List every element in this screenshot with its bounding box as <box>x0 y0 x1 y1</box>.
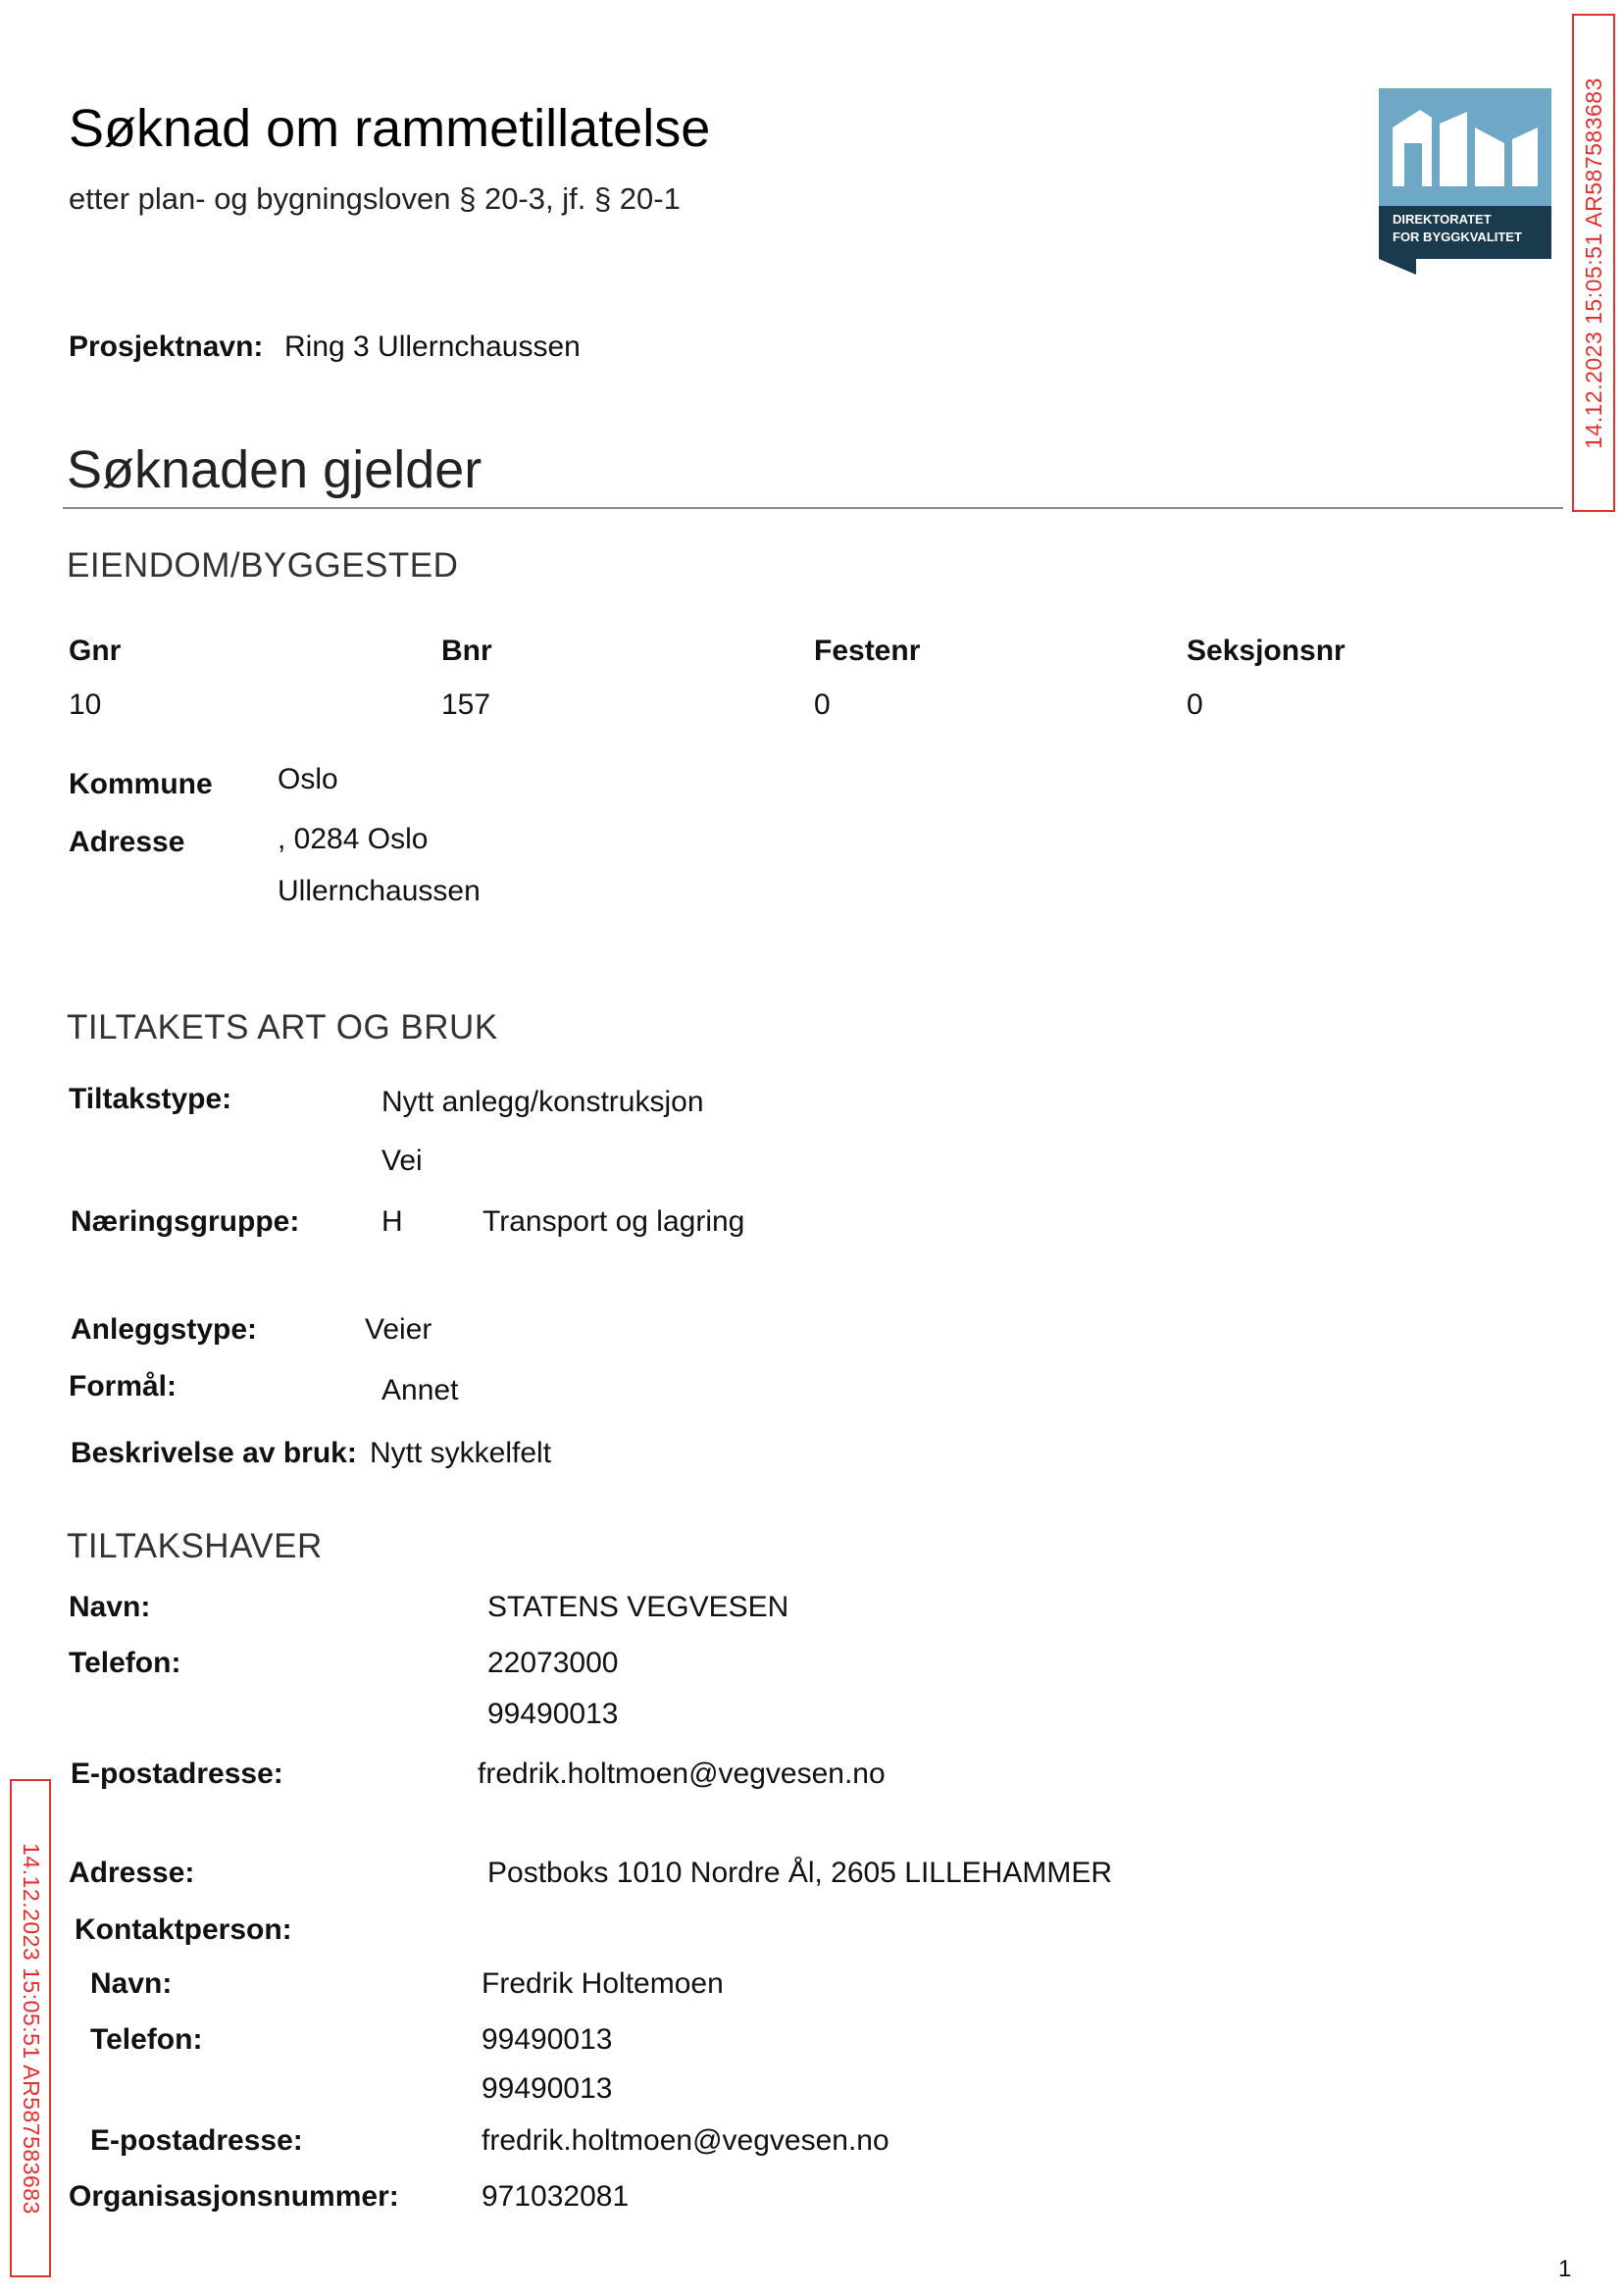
tiltakstype-value: Nytt anlegg/konstruksjon <box>381 1086 704 1118</box>
anleggstype-label: Anleggstype: <box>71 1313 258 1346</box>
kontakt-telefon-value2: 99490013 <box>482 2072 613 2105</box>
project-value: Ring 3 Ullernchaussen <box>284 331 581 363</box>
adresse-line1: , 0284 Oslo <box>278 823 429 855</box>
kommune-label: Kommune <box>69 768 213 800</box>
kontakt-telefon-value1: 99490013 <box>482 2023 613 2056</box>
formal-value: Annet <box>381 1374 459 1406</box>
org-value: 971032081 <box>482 2180 630 2213</box>
timestamp-stamp-bottom <box>10 1779 51 2277</box>
document-subtitle: etter plan- og bygningsloven § 20-3, jf. § 20-1 <box>69 181 681 216</box>
document-title: Søknad om rammetillatelse <box>69 99 711 158</box>
telefon-label: Telefon: <box>69 1647 181 1679</box>
logo-line1: DIREKTORATET <box>1393 212 1492 227</box>
naeringsgruppe-code: H <box>381 1205 403 1238</box>
naeringsgruppe-label: Næringsgruppe: <box>71 1205 300 1238</box>
heading-divider <box>63 507 1563 509</box>
tiltakstype-value2: Vei <box>381 1145 423 1177</box>
kontakt-epost-label: E-postadresse: <box>90 2124 303 2157</box>
eiendom-heading: EIENDOM/BYGGESTED <box>67 546 459 585</box>
kontaktperson-label: Kontaktperson: <box>75 1913 292 1946</box>
adresse-line2: Ullernchaussen <box>278 875 481 907</box>
festenr-label: Festenr <box>814 635 921 667</box>
bruk-label: Beskrivelse av bruk: <box>71 1437 357 1469</box>
anleggstype-value: Veier <box>365 1313 432 1346</box>
gnr-value: 10 <box>69 688 102 721</box>
telefon-value1: 22073000 <box>487 1647 619 1679</box>
logo-line2: FOR BYGGKVALITET <box>1393 229 1522 244</box>
navn-value: STATENS VEGVESEN <box>487 1591 789 1623</box>
tiltakshaver-heading: TILTAKSHAVER <box>67 1527 323 1565</box>
tiltakshaver-adresse-value: Postboks 1010 Nordre Ål, 2605 LILLEHAMMER <box>487 1857 1112 1889</box>
timestamp-stamp-top <box>1572 14 1615 512</box>
stamp-text: 14.12.2023 15:05:51 AR587583683 <box>1580 76 1606 449</box>
page-number: 1 <box>1558 2256 1572 2282</box>
bnr-value: 157 <box>441 688 491 721</box>
section-main-heading: Søknaden gjelder <box>67 440 482 499</box>
festenr-value: 0 <box>814 688 831 721</box>
epost-value: fredrik.holtmoen@vegvesen.no <box>478 1758 886 1790</box>
kontakt-telefon-label: Telefon: <box>90 2023 203 2056</box>
dibk-logo-graphic <box>1379 88 1551 275</box>
org-label: Organisasjonsnummer: <box>69 2180 399 2213</box>
naeringsgruppe-value: Transport og lagring <box>482 1205 745 1238</box>
seksjonsnr-label: Seksjonsnr <box>1187 635 1345 667</box>
telefon-value2: 99490013 <box>487 1698 619 1730</box>
gnr-label: Gnr <box>69 635 122 667</box>
kontakt-navn-label: Navn: <box>90 1967 173 2000</box>
bruk-value: Nytt sykkelfelt <box>370 1437 552 1469</box>
seksjonsnr-value: 0 <box>1187 688 1203 721</box>
stamp-text: 14.12.2023 15:05:51 AR587583683 <box>18 1842 44 2215</box>
formal-label: Formål: <box>69 1370 178 1402</box>
tiltakstype-label: Tiltakstype: <box>69 1083 232 1115</box>
adresse-label: Adresse <box>69 826 185 858</box>
epost-label: E-postadresse: <box>71 1758 283 1790</box>
dibk-logo <box>1379 88 1551 275</box>
tiltakshaver-adresse-label: Adresse: <box>69 1857 195 1889</box>
project-label: Prosjektnavn: <box>69 331 264 363</box>
tiltak-heading: TILTAKETS ART OG BRUK <box>67 1008 498 1046</box>
bnr-label: Bnr <box>441 635 492 667</box>
navn-label: Navn: <box>69 1591 151 1623</box>
kontakt-epost-value: fredrik.holtmoen@vegvesen.no <box>482 2124 889 2157</box>
kontakt-navn-value: Fredrik Holtemoen <box>482 1967 724 2000</box>
kommune-value: Oslo <box>278 763 338 795</box>
